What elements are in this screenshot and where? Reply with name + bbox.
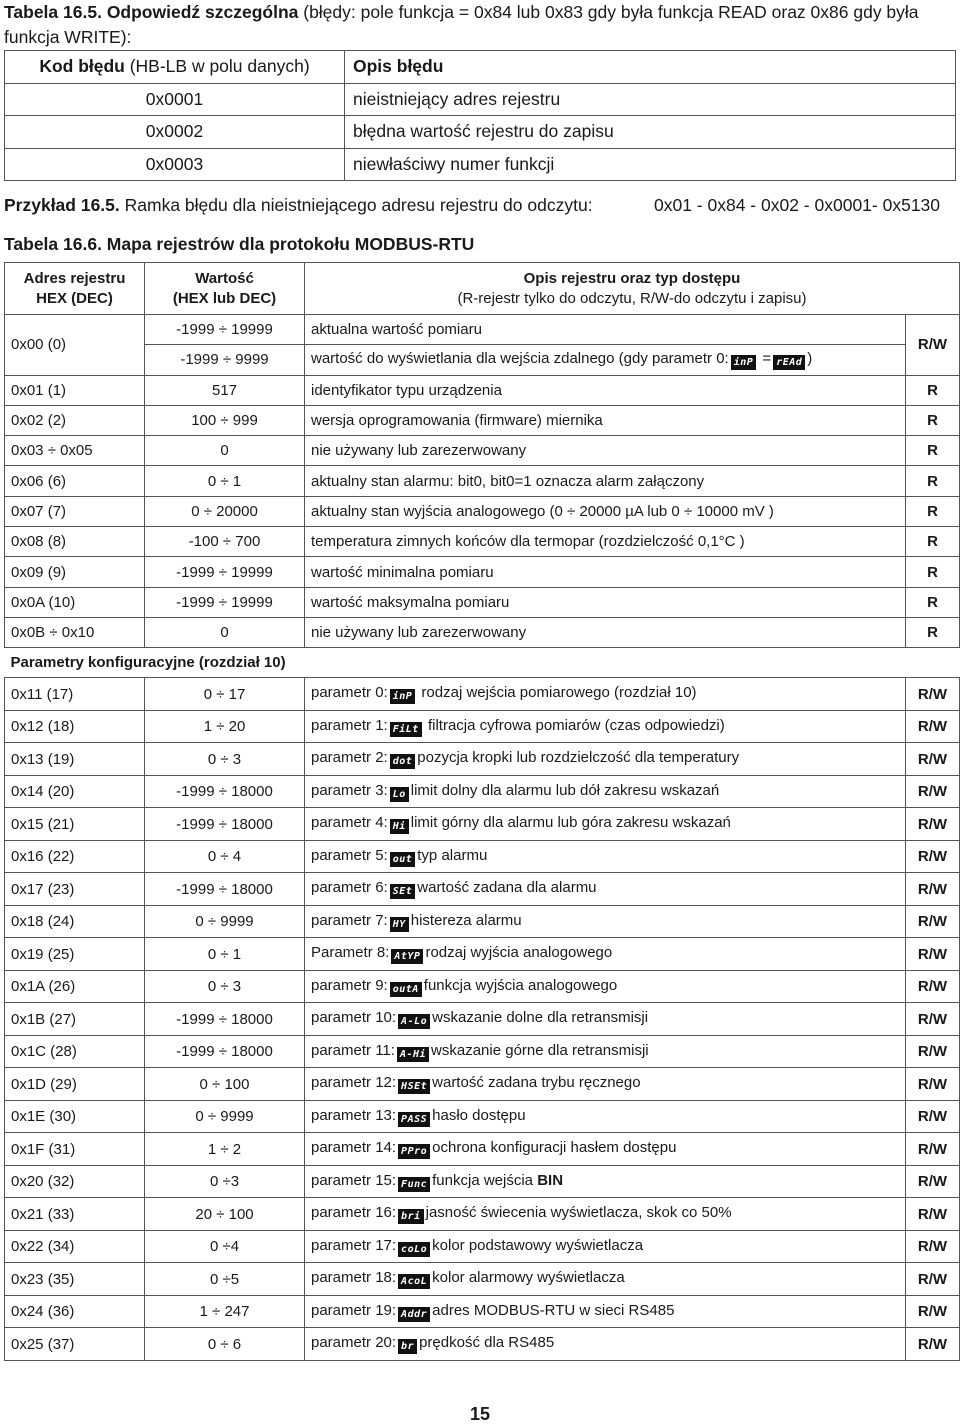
register-description: aktualna wartość pomiaru [305, 315, 906, 345]
error-description: niewłaściwy numer funkcji [345, 148, 956, 181]
table-row [5, 148, 956, 181]
register-address: 0x14 (20) [5, 775, 145, 808]
register-description [305, 775, 906, 808]
table-row [5, 116, 956, 149]
table-row [5, 405, 960, 435]
register-address: 0x11 (17) [5, 678, 145, 711]
register-value: 0 ÷ 17 [145, 678, 305, 711]
parameter-description: rodzaj wyjścia analogowego [425, 944, 613, 962]
parameter-description: typ alarmu [417, 846, 488, 864]
access-type: R [906, 557, 960, 587]
parameter-label: parametr 6: [311, 879, 388, 897]
table-row [5, 587, 960, 617]
table-row [5, 345, 960, 375]
register-address: 0x23 (35) [5, 1263, 145, 1296]
parameter-description: limit górny dla alarmu lub góra zakresu wskazań [410, 814, 731, 832]
register-value: 1 ÷ 247 [145, 1295, 305, 1328]
register-description: aktualny stan wyjścia analogowego (0 ÷ 20000 µA lub 0 ÷ 10000 mV ) [305, 496, 906, 526]
register-value: -1999 ÷ 19999 [145, 557, 305, 587]
register-value: -1999 ÷ 9999 [145, 345, 305, 375]
error-code: 0x0001 [5, 83, 345, 116]
register-value: -1999 ÷ 19999 [145, 315, 305, 345]
error-code: 0x0003 [5, 148, 345, 181]
parameter-description: adres MODBUS-RTU w sieci RS485 [432, 1301, 675, 1319]
parameter-label: parametr 19: [311, 1301, 397, 1319]
access-type: R/W [906, 970, 960, 1003]
access-type: R/W [906, 1133, 960, 1166]
example-text: Ramka błędu dla nieistniejącego adresu rejestru do odczytu: [119, 195, 593, 215]
parameter-description: kolor podstawowy wyświetlacza [432, 1236, 644, 1254]
table-row [5, 375, 960, 405]
register-value: 0 ÷5 [145, 1263, 305, 1296]
register-value: 0 ÷ 1 [145, 466, 305, 496]
register-address: 0x24 (36) [5, 1295, 145, 1328]
address-header: Adres rejestru HEX (DEC) [5, 263, 145, 315]
register-address: 0x20 (32) [5, 1165, 145, 1198]
register-value: 0 [145, 436, 305, 466]
register-description: wersja oprogramowania (firmware) miernika [305, 405, 906, 435]
access-type: R/W [906, 743, 960, 776]
parameter-description: funkcja wyjścia analogowego [423, 976, 618, 994]
register-value: -1999 ÷ 18000 [145, 808, 305, 841]
table-row [5, 1198, 960, 1231]
register-address: 0x08 (8) [5, 527, 145, 557]
register-address: 0x12 (18) [5, 710, 145, 743]
access-type: R/W [906, 938, 960, 971]
lcd-symbol-icon: br [398, 1339, 417, 1354]
table-row [5, 1100, 960, 1133]
page-number: 15 [469, 1404, 491, 1424]
read-only-registers [5, 375, 960, 648]
description-header: Opis rejestru oraz typ dostępu (R-rejestr tylko do odczytu, R/W-do odczytu i zapisu) [305, 263, 960, 315]
table-row [5, 808, 960, 841]
table-row [5, 710, 960, 743]
table-row [5, 315, 960, 345]
register-address: 0x17 (23) [5, 873, 145, 906]
register-address: 0x15 (21) [5, 808, 145, 841]
access-type: R/W [906, 808, 960, 841]
parameter-description: wskazanie górne dla retransmisji [431, 1041, 649, 1059]
table-header-row [5, 263, 960, 315]
table-row [5, 938, 960, 971]
parameter-label: parametr 11: [311, 1041, 395, 1059]
lcd-symbol-icon: outA [390, 982, 422, 997]
error-description-header: Opis błędu [345, 51, 956, 84]
register-value: 0 ÷3 [145, 1165, 305, 1198]
table-row [5, 436, 960, 466]
register-description [305, 710, 906, 743]
register-address: 0x18 (24) [5, 905, 145, 938]
config-registers [5, 678, 960, 1361]
register-value: -100 ÷ 700 [145, 527, 305, 557]
table-row [5, 466, 960, 496]
lcd-symbol-icon: dot [390, 754, 416, 769]
section-header-row [5, 648, 960, 678]
register-description [305, 1230, 906, 1263]
register-address: 0x22 (34) [5, 1230, 145, 1263]
access-type: R/W [906, 1263, 960, 1296]
error-description: nieistniejący adres rejestru [345, 83, 956, 116]
parameter-label: parametr 10: [311, 1009, 397, 1027]
table-16-6-caption: Tabela 16.6. Mapa rejestrów dla protokołu MODBUS-RTU [4, 234, 475, 254]
parameter-description: hasło dostępu [432, 1106, 526, 1124]
lcd-symbol-icon: PASS [398, 1112, 430, 1127]
example-label: Przykład 16.5. [4, 195, 120, 215]
register-description [305, 1035, 906, 1068]
register-address: 0x1F (31) [5, 1133, 145, 1166]
table-row [5, 840, 960, 873]
register-value: -1999 ÷ 18000 [145, 873, 305, 906]
register-value: 1 ÷ 2 [145, 1133, 305, 1166]
access-type: R [906, 375, 960, 405]
table-row [5, 1003, 960, 1036]
register-address: 0x09 (9) [5, 557, 145, 587]
parameter-description: filtracja cyfrowa pomiarów (czas odpowiedzi) [423, 716, 725, 734]
register-address: 0x03 ÷ 0x05 [5, 436, 145, 466]
register-value: 0 ÷ 3 [145, 970, 305, 1003]
register-description [305, 1295, 906, 1328]
access-type: R/W [906, 873, 960, 906]
lcd-symbol-icon: HY [390, 917, 409, 932]
register-description [305, 1328, 906, 1361]
access-type: R/W [906, 1198, 960, 1231]
parameter-label: parametr 15: [311, 1171, 397, 1189]
register-description: temperatura zimnych końców dla termopar (rozdzielczość 0,1°C ) [305, 527, 906, 557]
access-type: R/W [906, 1100, 960, 1133]
access-type: R/W [906, 315, 960, 376]
parameter-label: parametr 2: [311, 749, 388, 767]
lcd-symbol-icon: Addr [398, 1307, 430, 1322]
lcd-symbol-icon: PPro [398, 1144, 430, 1159]
table-row [5, 1263, 960, 1296]
register-address: 0x0A (10) [5, 587, 145, 617]
access-type: R/W [906, 1165, 960, 1198]
register-description [305, 840, 906, 873]
table-16-5-caption [4, 0, 956, 50]
register-description [305, 1133, 906, 1166]
register-value: 0 ÷ 9999 [145, 905, 305, 938]
access-type: R/W [906, 1295, 960, 1328]
register-description [305, 905, 906, 938]
register-description: wartość minimalna pomiaru [305, 557, 906, 587]
register-description: nie używany lub zarezerwowany [305, 617, 906, 647]
register-value: 0 ÷ 20000 [145, 496, 305, 526]
register-value: 0 ÷ 3 [145, 743, 305, 776]
parameter-description: histereza alarmu [410, 911, 522, 929]
access-type: R/W [906, 1230, 960, 1263]
table-row [5, 557, 960, 587]
register-description [305, 808, 906, 841]
lcd-symbol-icon: inP [390, 689, 416, 704]
register-description [305, 1165, 906, 1198]
access-type: R/W [906, 905, 960, 938]
lcd-symbol-icon: rEAd [773, 355, 805, 370]
register-address: 0x01 (1) [5, 375, 145, 405]
parameter-label: parametr 13: [311, 1106, 397, 1124]
register-address: 0x07 (7) [5, 496, 145, 526]
table-row [5, 970, 960, 1003]
parameter-label: parametr 7: [311, 911, 388, 929]
register-description: wartość maksymalna pomiaru [305, 587, 906, 617]
access-type: R/W [906, 840, 960, 873]
parameter-label: parametr 14: [311, 1139, 397, 1157]
register-address: 0x25 (37) [5, 1328, 145, 1361]
register-value: 0 [145, 617, 305, 647]
parameter-label: parametr 0: [311, 684, 388, 702]
register-value: -1999 ÷ 18000 [145, 775, 305, 808]
table-row [5, 617, 960, 647]
parameter-description: pozycja kropki lub rozdzielczość dla temperatury [417, 749, 740, 767]
register-value: 100 ÷ 999 [145, 405, 305, 435]
register-description [305, 873, 906, 906]
example-16-5 [4, 193, 941, 217]
parameter-description: ochrona konfiguracji hasłem dostępu [432, 1139, 677, 1157]
table-row [5, 83, 956, 116]
parameter-label: parametr 17: [311, 1236, 397, 1254]
access-type: R/W [906, 775, 960, 808]
table-row [5, 1230, 960, 1263]
table-row [5, 527, 960, 557]
caption-description: (błędy: pole funkcja = 0x84 lub 0x83 gdy była funkcja READ oraz 0x86 gdy była funkcja WRITE): [4, 2, 919, 47]
lcd-symbol-icon: bri [398, 1209, 424, 1224]
register-address: 0x0B ÷ 0x10 [5, 617, 145, 647]
register-description: wartość do wyświetlania dla wejścia zdalnego (gdy parametr 0: inP = rEAd ) [305, 345, 906, 375]
parameter-description: limit dolny dla alarmu lub dół zakresu wskazań [410, 781, 720, 799]
table-row [5, 775, 960, 808]
access-type: R/W [906, 1328, 960, 1361]
table-row [5, 1295, 960, 1328]
access-type: R [906, 617, 960, 647]
table-row [5, 1165, 960, 1198]
register-description [305, 938, 906, 971]
access-type: R/W [906, 1068, 960, 1101]
lcd-symbol-icon: HSEt [398, 1079, 430, 1094]
access-type: R/W [906, 1035, 960, 1068]
register-address: 0x1C (28) [5, 1035, 145, 1068]
caption-label: Tabela 16.5. [4, 2, 102, 22]
register-address: 0x00 (0) [5, 315, 145, 376]
access-type: R/W [906, 678, 960, 711]
table-row [5, 1133, 960, 1166]
register-description [305, 743, 906, 776]
error-code-header: Kod błędu (HB-LB w polu danych) [5, 51, 345, 84]
parameter-description: rodzaj wejścia pomiarowego (rozdział 10) [417, 684, 697, 702]
access-type: R/W [906, 1003, 960, 1036]
lcd-symbol-icon: coLo [398, 1242, 430, 1257]
parameter-label: parametr 16: [311, 1204, 397, 1222]
register-address: 0x1A (26) [5, 970, 145, 1003]
error-code-table [4, 50, 956, 181]
value-header: Wartość (HEX lub DEC) [145, 263, 305, 315]
lcd-symbol-icon: Hi [390, 819, 409, 834]
register-value: 517 [145, 375, 305, 405]
lcd-symbol-icon: AtYP [391, 949, 423, 964]
parameter-label: parametr 4: [311, 814, 388, 832]
parameter-description: wskazanie dolne dla retransmisji [432, 1009, 649, 1027]
register-map-table [4, 262, 960, 1361]
register-description [305, 1198, 906, 1231]
register-value: -1999 ÷ 19999 [145, 587, 305, 617]
register-address: 0x16 (22) [5, 840, 145, 873]
register-address: 0x06 (6) [5, 466, 145, 496]
lcd-symbol-icon: A-Hi [397, 1047, 429, 1062]
parameter-label: Parametr 8: [311, 944, 390, 962]
parameter-label: parametr 3: [311, 781, 388, 799]
register-value: 0 ÷ 1 [145, 938, 305, 971]
parameter-description: wartość zadana dla alarmu [417, 879, 597, 897]
parameter-label: parametr 20: [311, 1334, 397, 1352]
register-description [305, 1068, 906, 1101]
lcd-symbol-icon: SEt [390, 884, 416, 899]
parameter-description: wartość zadana trybu ręcznego [432, 1074, 641, 1092]
register-value: -1999 ÷ 18000 [145, 1035, 305, 1068]
lcd-symbol-icon: FiLt [390, 722, 422, 737]
register-address: 0x1B (27) [5, 1003, 145, 1036]
access-type: R [906, 466, 960, 496]
parameter-label: parametr 1: [311, 716, 388, 734]
register-value: 0 ÷ 100 [145, 1068, 305, 1101]
error-description: błędna wartość rejestru do zapisu [345, 116, 956, 149]
parameter-label: parametr 12: [311, 1074, 397, 1092]
register-value: 0 ÷4 [145, 1230, 305, 1263]
table-row [5, 1068, 960, 1101]
register-description: aktualny stan alarmu: bit0, bit0=1 oznacza alarm załączony [305, 466, 906, 496]
register-address: 0x02 (2) [5, 405, 145, 435]
access-type: R/W [906, 710, 960, 743]
table-row [5, 1035, 960, 1068]
section-title: Parametry konfiguracyjne (rozdział 10) [5, 648, 960, 678]
parameter-description: jasność świecenia wyświetlacza, skok co 50% [425, 1204, 732, 1222]
error-code: 0x0002 [5, 116, 345, 149]
register-value: 0 ÷ 9999 [145, 1100, 305, 1133]
caption-title: Odpowiedź szczególna [106, 2, 299, 22]
register-value: -1999 ÷ 18000 [145, 1003, 305, 1036]
register-value: 20 ÷ 100 [145, 1198, 305, 1231]
lcd-symbol-icon: Lo [390, 787, 409, 802]
parameter-description: funkcja wejścia [432, 1171, 538, 1189]
table-row [5, 905, 960, 938]
register-description: identyfikator typu urządzenia [305, 375, 906, 405]
parameter-label: parametr 5: [311, 846, 388, 864]
example-frame-code: 0x01 - 0x84 - 0x02 - 0x0001- 0x5130 [654, 195, 941, 215]
table-header-row [5, 51, 956, 84]
register-value: 0 ÷ 6 [145, 1328, 305, 1361]
table-row [5, 678, 960, 711]
table-row [5, 496, 960, 526]
register-address: 0x19 (25) [5, 938, 145, 971]
access-type: R [906, 527, 960, 557]
lcd-symbol-icon: Func [398, 1177, 430, 1192]
lcd-symbol-icon: inP [731, 355, 757, 370]
register-description [305, 970, 906, 1003]
lcd-symbol-icon: A-Lo [398, 1014, 430, 1029]
parameter-description: prędkość dla RS485 [419, 1334, 555, 1352]
table-row [5, 1328, 960, 1361]
parameter-description: kolor alarmowy wyświetlacza [432, 1269, 625, 1287]
register-address: 0x1D (29) [5, 1068, 145, 1101]
register-value: 0 ÷ 4 [145, 840, 305, 873]
parameter-label: parametr 18: [311, 1269, 397, 1287]
access-type: R [906, 405, 960, 435]
table-row [5, 873, 960, 906]
register-address: 0x21 (33) [5, 1198, 145, 1231]
register-description: nie używany lub zarezerwowany [305, 436, 906, 466]
register-description [305, 1263, 906, 1296]
register-value: 1 ÷ 20 [145, 710, 305, 743]
table-row [5, 743, 960, 776]
register-description [305, 1003, 906, 1036]
register-address: 0x1E (30) [5, 1100, 145, 1133]
register-description [305, 1100, 906, 1133]
parameter-label: parametr 9: [311, 976, 388, 994]
access-type: R [906, 436, 960, 466]
lcd-symbol-icon: out [390, 852, 416, 867]
access-type: R [906, 496, 960, 526]
register-address: 0x13 (19) [5, 743, 145, 776]
access-type: R [906, 587, 960, 617]
parameter-description-bold: BIN [537, 1171, 564, 1189]
lcd-symbol-icon: AcoL [398, 1274, 430, 1289]
register-description [305, 678, 906, 711]
